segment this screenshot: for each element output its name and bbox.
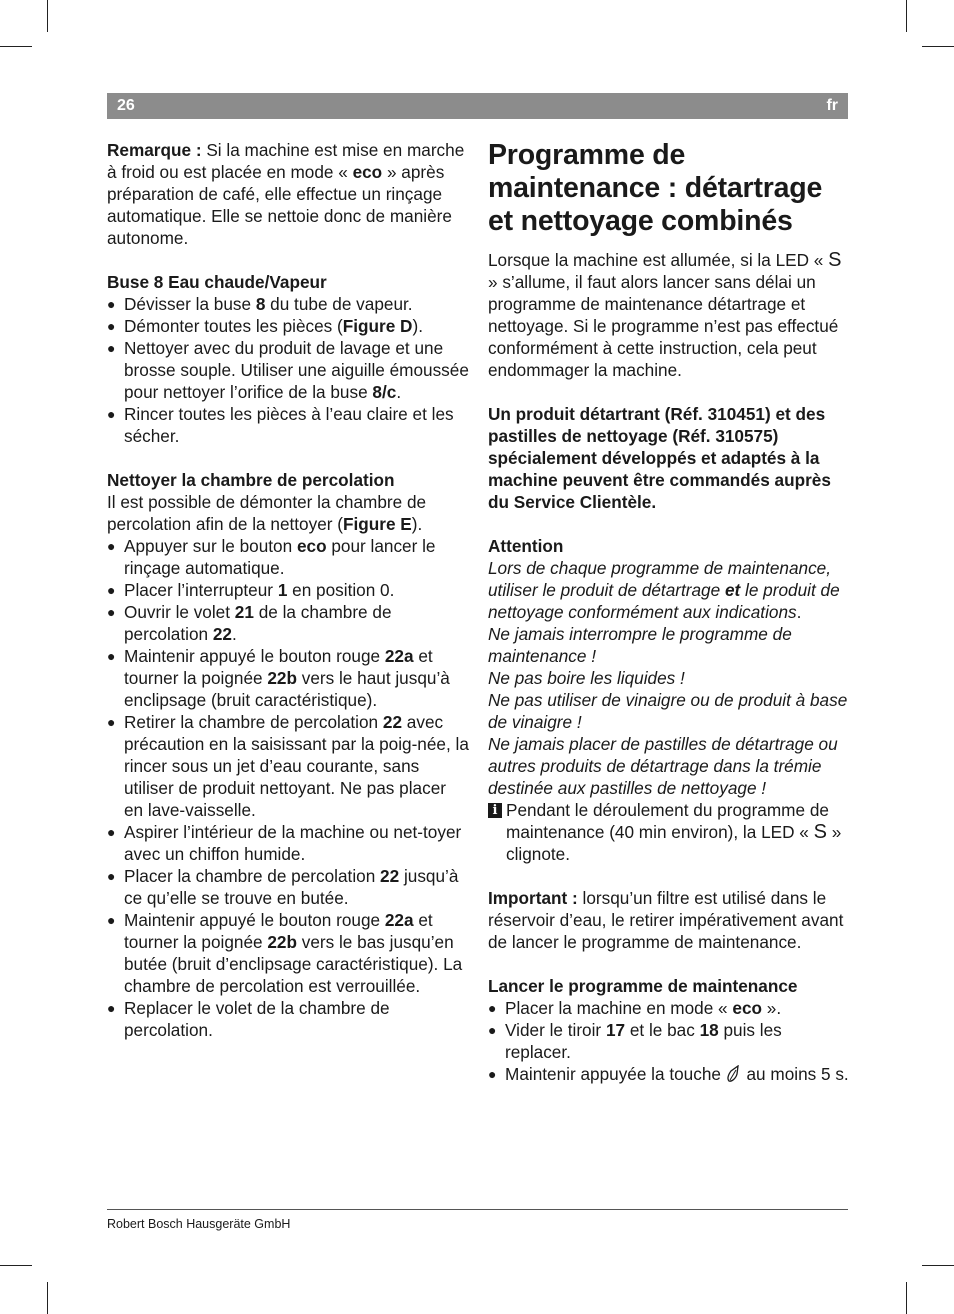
remark-text: Si la machine est mise en marche à froid ou est placée en mode « <box>107 140 465 182</box>
list-item: ● Aspirer l’intérieur de la machine ou net-toyer avec un chiffon humide. <box>107 821 469 865</box>
list-item: ● Nettoyer avec du produit de lavage et une brosse souple. Utiliser une aiguille émoussée pour nettoyer l’orifice de la buse 8/c. <box>107 337 469 403</box>
attention-text: Lors de chaque programme de maintenance, utiliser le produit de détartrage et le produit de nettoyage conformément aux indications. <box>488 558 840 622</box>
chamber-list <box>107 535 469 1041</box>
crop-mark <box>0 1265 32 1266</box>
chamber-heading: Nettoyer la chambre de percolation <box>107 470 395 490</box>
footer-company: Robert Bosch Hausgeräte GmbH <box>107 1217 291 1231</box>
info-note: i Pendant le déroulement du programme de maintenance (40 min environ), la LED « S » clignote. <box>488 799 850 865</box>
list-item: ● Maintenir appuyé le bouton rouge 22a et tourner la poignée 22b vers le haut jusqu’à enclipsage (bruit caractéristique). <box>107 645 469 711</box>
list-item: ● Ouvrir le volet 21 de la chambre de percolation 22. <box>107 601 469 645</box>
products-paragraph: Un produit détartrant (Réf. 310451) et des pastilles de nettoyage (Réf. 310575) spécialement développés et adaptés à la machine peuvent être commandés auprès du Service Clientèle. <box>488 404 831 512</box>
attention-heading: Attention <box>488 536 564 556</box>
list-item: ● Dévisser la buse 8 du tube de vapeur. <box>107 293 469 315</box>
crop-mark <box>922 1265 954 1266</box>
list-item: ● Replacer le volet de la chambre de percolation. <box>107 997 469 1041</box>
maintenance-led-symbol: S <box>828 249 842 271</box>
list-item: ● Placer la chambre de percolation 22 jusqu’à ce qu’elle se trouve en butée. <box>107 865 469 909</box>
info-icon: i <box>488 803 502 818</box>
left-column <box>107 139 469 1041</box>
list-item: ● Démonter toutes les pièces (Figure D). <box>107 315 469 337</box>
maintenance-led-symbol: S <box>813 821 827 843</box>
nozzle-list <box>107 293 469 447</box>
list-item: ● Maintenir appuyée la touche au moins 5 s. <box>488 1063 850 1085</box>
page-number: 26 <box>117 97 135 114</box>
language-code: fr <box>826 97 838 114</box>
list-item: ● Vider le tiroir 17 et le bac 18 puis les replacer. <box>488 1019 850 1063</box>
remark-paragraph <box>107 139 469 249</box>
remark-text-end: » après préparation de café, elle effectue un rinçage automatique. Elle se nettoie donc de manière autonome. <box>107 162 452 248</box>
eco-mode: eco <box>352 162 383 182</box>
list-item: ● Appuyer sur le bouton eco pour lancer le rinçage automatique. <box>107 535 469 579</box>
intro-paragraph: Lorsque la machine est allumée, si la LED « S » s’allume, il faut alors lancer sans délai un programme de maintenance détartrage et nettoyage. Si le programme n’est pas effectué conformément à cette instruction, cela peut endommager la machine. <box>488 249 842 380</box>
attention-text: Ne jamais interrompre le programme de maintenance ! <box>488 624 792 666</box>
list-item: ● Maintenir appuyé le bouton rouge 22a et tourner la poignée 22b vers le bas jusqu’en butée (bruit d’enclipsage caractéristique). La chambre de percolation est verrouillée. <box>107 909 469 997</box>
right-column <box>488 139 850 1085</box>
attention-text: Ne jamais placer de pastilles de détartrage ou autres produits de détartrage dans la trémie destinée aux pastilles de nettoyage ! <box>488 734 838 798</box>
crop-mark <box>906 0 907 32</box>
list-item: ● Rincer toutes les pièces à l’eau claire et les sécher. <box>107 403 469 447</box>
page-header <box>107 93 848 119</box>
important-paragraph: Important : lorsqu’un filtre est utilisé dans le réservoir d’eau, le retirer impérativement avant de lancer le programme de maintenance. <box>488 888 844 952</box>
launch-heading: Lancer le programme de maintenance <box>488 976 798 996</box>
attention-text: Ne pas boire les liquides ! <box>488 668 685 688</box>
crop-mark <box>47 1282 48 1314</box>
attention-text: Ne pas utiliser de vinaigre ou de produit à base de vinaigre ! <box>488 690 848 732</box>
remark-label: Remarque : <box>107 140 202 160</box>
crop-mark <box>47 0 48 32</box>
nozzle-heading: Buse 8 Eau chaude/Vapeur <box>107 272 327 292</box>
list-item: ● Placer la machine en mode « eco ». <box>488 997 850 1019</box>
crop-mark <box>0 46 32 47</box>
section-title: Programme de maintenance : détartrage et nettoyage combinés <box>488 139 823 237</box>
footer-divider <box>107 1209 848 1210</box>
chamber-intro: Il est possible de démonter la chambre de percolation afin de la nettoyer (Figure E). <box>107 492 427 534</box>
list-item: ● Retirer la chambre de percolation 22 avec précaution en la saisissant par la poig-née, la rincer sous un jet d’eau courante, sans utiliser de produit nettoyant. Ne pas placer en lave-vaisselle. <box>107 711 469 821</box>
crop-mark <box>906 1282 907 1314</box>
launch-list <box>488 997 850 1085</box>
water-drop-icon <box>726 1065 742 1083</box>
list-item: ● Placer l’interrupteur 1 en position 0. <box>107 579 469 601</box>
crop-mark <box>922 46 954 47</box>
